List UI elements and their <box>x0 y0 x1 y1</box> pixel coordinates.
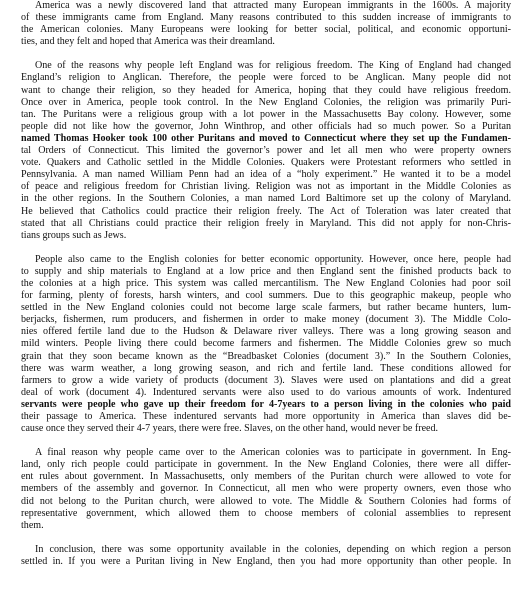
text-line: vote. Quakers and Catholic settled in the Middle Colonies. Quakers were Protestant reformers who settled in <box>21 157 511 169</box>
text-line: cause once they served their 4-7 years, there were free. Slaves, on the other hand, would never be freed. <box>21 423 439 435</box>
text-line: berjacks, fishermen, rum producers, and fishermen in order to make money (document 3). The Middle Colo- <box>21 314 511 326</box>
text-line: for farming, plenty of forests, harsh winters, and cool summers. Due to this geographic makeup, people who <box>21 290 511 302</box>
text-line: representative government, which allowed them to choose members of colonial assemblies to represent <box>21 507 511 519</box>
text-line: did not belong to the Puritan church, were allowed to vote. The Middle & Southern Colonies had forms of <box>21 495 511 507</box>
text-line: land, only rich people could participate in government. In the New England Colonies, there were all differ- <box>21 459 511 471</box>
paragraph <box>21 447 511 532</box>
text-line: America was a newly discovered land that attracted many European immigrants in the 1600s. A majority <box>35 0 511 11</box>
text-line: One of the reasons why people left England was for religious freedom. The King of England had changed <box>35 60 511 72</box>
text-line: tal Orders of Connecticut. This limited the governor’s power and let all men who were property owners <box>21 145 511 157</box>
paragraph <box>21 254 511 435</box>
text-line: to supply and ship materials to England at a low price and then England sent the finished products back to <box>21 265 511 277</box>
text-line: grain that they soon became known as the “Breadbasket Colonies (document 3).” In the Southern Colonies, <box>21 350 511 362</box>
text-line: the American colonies. Many Europeans were looking for better social, political, and economic opportuni- <box>21 24 511 36</box>
text-line: tians groups such as Jews. <box>21 229 127 241</box>
text-line: of peace and religious freedom for Christian living. Religion was not as important in the Middle Colonies as <box>21 181 511 193</box>
text-line <box>21 399 511 411</box>
text-line: nies offered fertile land due to the Hudson & Delaware river valleys. There was a long growing season and <box>21 326 511 338</box>
text-line: deal of work (document 4). Indentured servants were also used to do various amounts of work. Indentured <box>21 386 511 398</box>
text-line: In conclusion, there was some opportunity available in the colonies, depending on which region a person <box>35 543 511 555</box>
text-line: A final reason why people came over to the American colonies was to participate in government. In Eng- <box>35 447 511 459</box>
text-line: their passage to America. These indentured servants had more opportunity in America than slaves did be- <box>21 411 511 422</box>
text-line: Pennsylvania. A man named William Penn had an idea of a “holy experiment.” He wanted it to be a model <box>21 169 511 181</box>
text-line: there was warm weather, a long growing season, and rich and fertile land. These conditions allowed for <box>21 362 511 374</box>
text-line: ties, and they felt and hoped that America was their dreamland. <box>21 36 275 48</box>
text-line: ent rules about government. In Massachusetts, only members of the Puritan church were allowed to vote for <box>21 471 511 483</box>
text-line: England’s religion to Anglican. Therefore, the people were forced to be Anglican. Many people did not <box>21 72 511 84</box>
text-line: Once over in America, people took control. In the New England Colonies, the religion was primarily Puri- <box>21 96 511 108</box>
text-line: in the other regions. In the Southern Colonies, a man named Lord Baltimore set up the colony of Maryland. <box>21 193 511 205</box>
text-line: settled in. If you were a Puritan living in New England, then you had more opportunity than other people. In <box>21 555 511 567</box>
bold-text: named Thomas Hooker took 100 other Puritans and moved to Connecticut where they set up the Fundamen- <box>21 132 511 144</box>
essay-document <box>21 0 511 580</box>
paragraph <box>21 60 511 241</box>
text-line: People also came to the English colonies for better economic opportunity. However, once here, people had <box>35 253 511 265</box>
bold-text: servants were people who gave up their freedom for 4-7years to a person living in the colonies who paid <box>21 398 511 410</box>
text-line: mild winters. People living there could become farmers and fishermen. The Middle Colonies grew so much <box>21 338 511 350</box>
text-line: them. <box>21 519 44 531</box>
paragraph <box>21 0 511 48</box>
text-line: He believed that Catholics could practice their religion freely. The Act of Toleration was later created that <box>21 205 511 217</box>
text-line: of these immigrants came from England. Many reasons contributed to this sudden increase of immigrants to <box>21 12 511 24</box>
text-line: members of the assembly and governor. In Connecticut, all men who were property owners, even those who <box>21 483 511 495</box>
text-line: settled in the New England colonies could not become large scale farmers, but rather became hunters, lum- <box>21 302 511 314</box>
text-line: farmers to grow a wide variety of products (document 3). Slaves were used on plantations and did a great <box>21 374 511 386</box>
paragraph <box>21 544 511 568</box>
text-line: people did not like how the governor, John Winthrop, and other officials had so much power. So a Puritan <box>21 120 511 132</box>
text-line <box>21 133 511 145</box>
text-line: stated that all Christians could practice their religion freely in Maryland. This did not apply for non-Chris- <box>21 217 511 229</box>
text-line: want to change their religion, so they headed for America, hoping that they could have religious freedom. <box>21 84 511 96</box>
text-line: the colonies at a high price. This system was called mercantilism. The New England Colonies had poor soil <box>21 277 511 289</box>
text-line: tan. The Puritans were a religious group with a lot power in the Massachusetts Bay colony. However, some <box>21 108 511 120</box>
